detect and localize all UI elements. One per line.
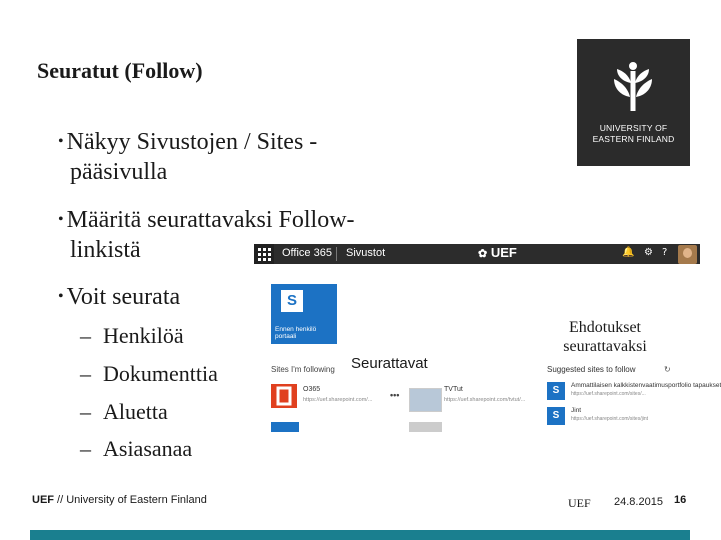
suite-bar — [254, 244, 700, 264]
tree-logo-icon — [613, 61, 653, 113]
bullet-2-line-2: linkistä — [70, 237, 141, 263]
sites-following-header: Sites I'm following — [271, 365, 335, 374]
brand-logo: ✿ UEF — [478, 245, 517, 260]
tile-caption: Ennen henkilö portaali — [275, 326, 317, 340]
app-launcher-icon[interactable] — [254, 244, 274, 264]
footer-organization: UEF // University of Eastern Finland — [32, 494, 207, 506]
avatar[interactable] — [678, 245, 697, 264]
help-icon[interactable]: ? — [662, 247, 668, 258]
footer-date: 24.8.2015 — [614, 496, 663, 508]
logo-line-1: UNIVERSITY OF — [599, 123, 668, 133]
bullet-1 — [58, 127, 438, 187]
bullet-1-line-2: pääsivulla — [70, 159, 168, 185]
bullet-3-text: Voit seurata — [66, 284, 181, 310]
sub-item: – Aluetta — [80, 399, 168, 424]
bullet-dot: • — [58, 133, 64, 150]
slide-title: Seuratut (Follow) — [37, 58, 203, 83]
followed-site[interactable]: O365 https://uef.sharepoint.com/... — [271, 384, 381, 410]
sharepoint-icon: S — [547, 407, 565, 425]
site-tile[interactable] — [271, 284, 337, 344]
followed-site[interactable]: TVTut https://uef.sharepoint.com/tvtut/... — [444, 386, 526, 403]
office-icon — [271, 384, 297, 408]
refresh-icon[interactable]: ↻ — [664, 365, 671, 374]
bell-icon[interactable]: 🔔 — [622, 247, 635, 258]
bullet-1-line-1: Näkyy Sivustojen / Sites - — [66, 129, 318, 155]
sub-item: – Henkilöä — [80, 323, 184, 348]
divider — [336, 247, 337, 261]
app-name[interactable]: Office 365 — [282, 247, 332, 259]
sub-item: – Dokumenttia — [80, 361, 218, 386]
suggested-sites-header: Suggested sites to follow — [547, 365, 636, 374]
sharepoint-icon: S — [281, 290, 303, 312]
site-thumbnail — [409, 388, 442, 412]
sharepoint-icon: S — [547, 382, 565, 400]
more-options-icon[interactable]: ••• — [390, 390, 400, 400]
footer-uef: UEF — [568, 496, 591, 510]
bullet-dot: • — [58, 211, 64, 228]
annotation-suggested: Ehdotukset seurattavaksi — [549, 318, 661, 356]
logo-line-2: EASTERN FINLAND — [592, 134, 675, 144]
suggested-site[interactable]: S Ammattilaisen kalkkistenvaatimusportfolio tapaukset https://uef.sharepoint.com/sites/... — [547, 382, 677, 400]
annotation-following: Seurattavat — [351, 355, 428, 372]
university-logo — [577, 39, 690, 166]
bullet-2-line-1: Määritä seurattavaksi Follow- — [66, 207, 355, 233]
site-thumbnail — [409, 422, 442, 432]
suggested-site[interactable]: S Jint https://uef.sharepoint.com/sites/jint — [547, 407, 677, 425]
sub-item: – Asiasanaa — [80, 436, 193, 461]
gear-icon[interactable]: ⚙ — [644, 247, 653, 258]
section-name[interactable]: Sivustot — [346, 247, 386, 259]
bullet-3 — [58, 282, 180, 312]
bullet-dot: • — [58, 288, 64, 305]
page-number: 16 — [674, 494, 687, 506]
footer-band — [30, 530, 690, 540]
site-tile-partial — [271, 422, 299, 432]
